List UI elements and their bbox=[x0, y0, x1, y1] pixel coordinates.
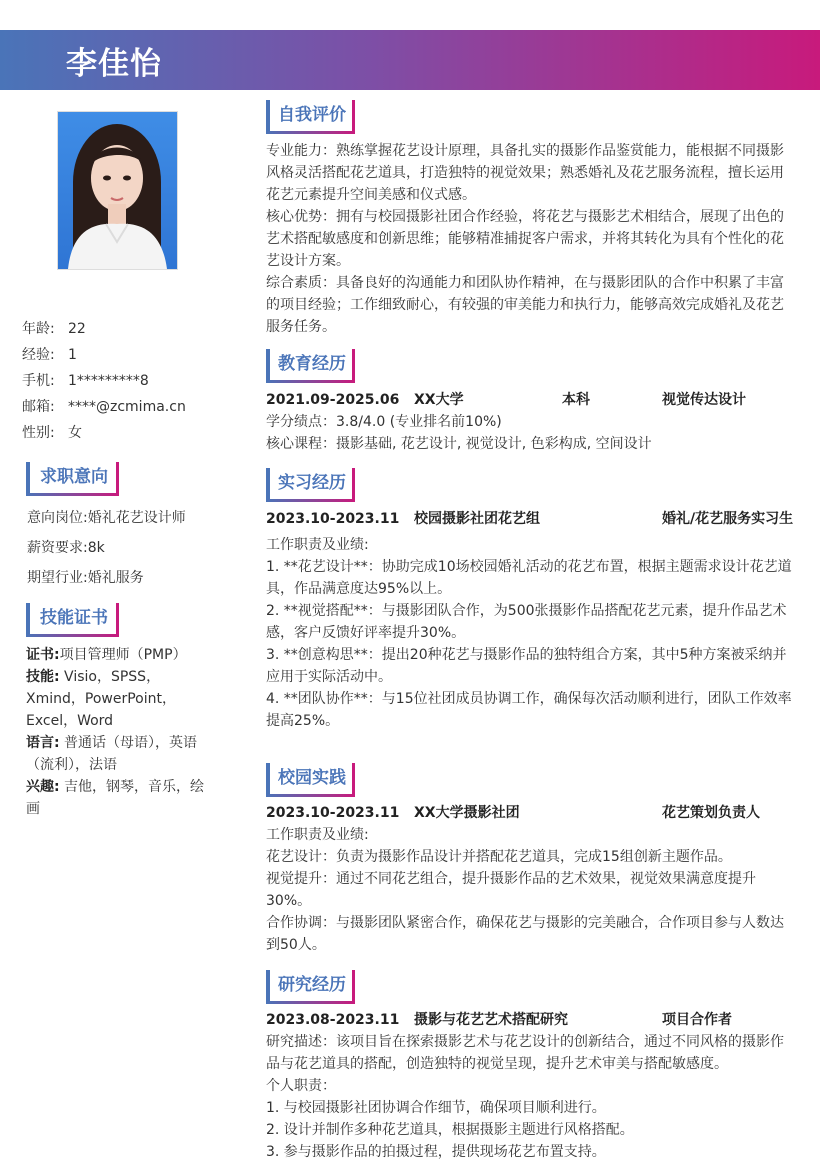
education-body: 2021.09-2025.06 XX大学 本科 视觉传达设计 学分绩点：3.8/4.0 (专业排名前10%) 核心课程：摄影基础, 花艺设计, 视觉设计, 色彩构成, 空间设计 bbox=[266, 389, 796, 455]
portrait-illustration bbox=[58, 112, 177, 269]
skill-row: 证书:项目管理师（PMP） bbox=[26, 647, 187, 663]
internship-title: 实习经历 bbox=[266, 468, 355, 500]
info-row: 手机: 1*********8 bbox=[22, 373, 149, 389]
skill-row: 兴趣: 吉他，钢琴，音乐，绘画 bbox=[26, 779, 205, 817]
header-banner bbox=[0, 30, 820, 90]
info-row: 邮箱: ****@zcmima.cn bbox=[22, 399, 186, 415]
campus-title: 校园实践 bbox=[266, 763, 355, 795]
internship-header: 2023.10-2023.11 校园摄影社团花艺组 婚礼/花艺服务实习生 bbox=[266, 511, 794, 527]
skills-title: 技能证书 bbox=[26, 603, 119, 635]
basic-info bbox=[22, 316, 186, 446]
education-header: 2021.09-2025.06 XX大学 本科 视觉传达设计 bbox=[266, 392, 746, 408]
research-header: 2023.08-2023.11 摄影与花艺艺术搭配研究 项目合作者 bbox=[266, 1012, 732, 1028]
candidate-name: 李佳怡 bbox=[66, 46, 162, 82]
skill-row: 语言: 普通话（母语），英语（流利），法语 bbox=[26, 735, 198, 773]
research-body: 2023.08-2023.11 摄影与花艺艺术搭配研究 项目合作者 研究描述：该项目旨在探索摄影艺术与花艺设计的创新结合，通过不同风格的摄影作品与花艺道具的搭配，创造独特的视觉呈现，提升艺术审美与搭配敏感度。 个人职责： 1. 与校园摄影社团协调合作细节，确保项目顺利进行。 2. 设计并制作多种花艺道具，根据摄影主题进行风格搭配。 3. 参与摄影作品的拍摄过程，提供现场花艺布置支持。 bbox=[266, 1009, 796, 1163]
internship-body: 2023.10-2023.11 校园摄影社团花艺组 婚礼/花艺服务实习生 工作职责及业绩: 1. **花艺设计**：协助完成10场校园婚礼活动的花艺布置，根据主题需求设计花艺道具，作品满意度达95%以上。 2. **视觉搭配**：与摄影团队合作，为500张摄影作品搭配花艺元素，提升作品艺术感，客户反馈好评率提升30%。 3. **创意构思**：提出20种花艺与摄影作品的独特组合方案，其中5种方案被采纳并应用于实际活动中。 4. **团队协作**：与15位社团成员协调工作，确保每次活动顺利进行，团队工作效率提高25%。 bbox=[266, 508, 796, 732]
intent-row: 意向岗位:婚礼花艺设计师 bbox=[27, 510, 186, 526]
self-eval-para: 综合素质：具备良好的沟通能力和团队协作精神，在与摄影团队的合作中积累了丰富的项目经验；工作细致耐心，有较强的审美能力和执行力，能够高效完成婚礼及花艺服务任务。 bbox=[266, 275, 784, 335]
intent-row: 薪资要求:8k bbox=[27, 540, 105, 556]
self-eval-para: 核心优势：拥有与校园摄影社团合作经验，将花艺与摄影艺术相结合，展现了出色的艺术搭配敏感度和创新思维；能够精准捕捉客户需求，并将其转化为具有个性化的花艺设计方案。 bbox=[266, 209, 784, 269]
self-eval-body bbox=[266, 140, 796, 338]
self-eval-title: 自我评价 bbox=[266, 100, 355, 132]
skills-list bbox=[26, 644, 216, 820]
research-title: 研究经历 bbox=[266, 970, 355, 1002]
education-title: 教育经历 bbox=[266, 349, 355, 381]
campus-body: 2023.10-2023.11 XX大学摄影社团 花艺策划负责人 工作职责及业绩: 花艺设计：负责为摄影作品设计并搭配花艺道具，完成15组创新主题作品。 视觉提升：通过不同花艺组合，提升摄影作品的艺术效果，视觉效果满意度提升30%。 合作协调：与摄影团队紧密合作，确保花艺与摄影的完美融合，合作项目参与人数达到50人。 bbox=[266, 802, 796, 956]
job-intent bbox=[27, 503, 186, 593]
self-eval-para: 专业能力：熟练掌握花艺设计原理，具备扎实的摄影作品鉴赏能力，能根据不同摄影风格灵活搭配花艺道具，打造独特的视觉效果；熟悉婚礼及花艺服务流程，擅长运用花艺元素提升空间美感和仪式感。 bbox=[266, 143, 784, 203]
skill-row: 技能: Visio，SPSS，Xmind，PowerPoint，Excel，Word bbox=[26, 669, 176, 729]
profile-photo bbox=[57, 111, 178, 270]
info-row: 年龄: 22 bbox=[22, 321, 86, 337]
info-row: 性别: 女 bbox=[22, 425, 82, 441]
info-row: 经验: 1 bbox=[22, 347, 77, 363]
campus-header: 2023.10-2023.11 XX大学摄影社团 花艺策划负责人 bbox=[266, 805, 760, 821]
intent-row: 期望行业:婚礼服务 bbox=[27, 570, 144, 586]
left-column bbox=[0, 90, 240, 1160]
intent-title: 求职意向 bbox=[26, 462, 119, 494]
